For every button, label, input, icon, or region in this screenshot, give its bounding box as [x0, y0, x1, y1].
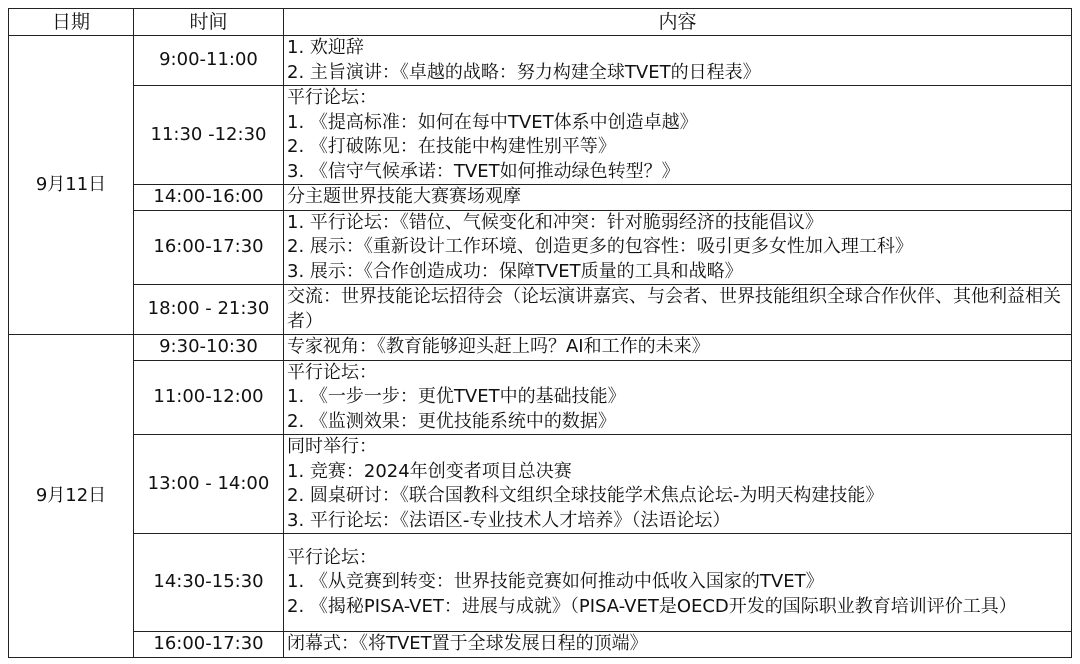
- content-line: 平行论坛：: [287, 87, 377, 108]
- time-cell: 16:00-17:30: [134, 210, 284, 285]
- header-date: 日期: [9, 9, 134, 36]
- content-cell: [284, 632, 1072, 658]
- content-line: 平行论坛：: [287, 546, 377, 568]
- time-cell: 14:30-15:30: [134, 534, 284, 632]
- content-cell: [284, 36, 1072, 86]
- date-cell: 9月12日: [9, 335, 134, 658]
- content-line: 2. 展示：《重新设计工作环境、创造更多的包容性：吸引更多女性加入理工科》: [287, 236, 913, 257]
- content-line: 同时举行：: [287, 436, 377, 457]
- content-line: 3. 《信守气候承诺：TVET如何推动绿色转型？》: [287, 160, 680, 182]
- content-line: 闭幕式：《将TVET置于全球发展日程的顶端》: [287, 633, 648, 654]
- table-row: [9, 632, 1072, 658]
- table-row: [9, 86, 1072, 185]
- content-line: 分主题世界技能大赛赛场观摩: [287, 186, 521, 207]
- content-cell: [284, 285, 1072, 335]
- content-cell: [284, 185, 1072, 211]
- schedule-table: [8, 8, 1072, 658]
- header-row: [9, 9, 1072, 36]
- table-row: [9, 36, 1072, 86]
- content-line: 1. 平行论坛：《错位、气候变化和冲突：针对脆弱经济的技能倡议》: [287, 211, 823, 233]
- content-line: 平行论坛：: [287, 361, 377, 383]
- content-line: 2. 圆桌研讨：《联合国教科文组织全球技能学术焦点论坛-为明天构建技能》: [287, 485, 884, 506]
- header-time: 时间: [134, 9, 284, 36]
- time-cell: 13:00 - 14:00: [134, 435, 284, 534]
- content-line: 1. 竞赛：2024年创变者项目总决赛: [287, 460, 572, 482]
- header-content: 内容: [284, 9, 1072, 36]
- date-cell: 9月11日: [9, 36, 134, 335]
- table-row: [9, 210, 1072, 285]
- time-cell: 14:00-16:00: [134, 185, 284, 211]
- table-row: [9, 534, 1072, 632]
- table-row: [9, 185, 1072, 211]
- content-line: 2. 《揭秘PISA-VET：进展与成就》（PISA-VET是OECD开发的国际职业教育培训评价工具）: [287, 595, 1017, 617]
- time-cell: 9:00-11:00: [134, 36, 284, 86]
- content-line: 1. 《提高标准：如何在每中TVET体系中创造卓越》: [287, 111, 698, 133]
- content-cell: [284, 335, 1072, 361]
- content-cell: [284, 210, 1072, 285]
- time-cell: 11:00-12:00: [134, 360, 284, 435]
- time-cell: 9:30-10:30: [134, 335, 284, 361]
- content-cell: [284, 435, 1072, 534]
- content-line: 2. 主旨演讲：《卓越的战略：努力构建全球TVET的日程表》: [287, 61, 761, 83]
- table-row: [9, 435, 1072, 534]
- content-line: 1. 《一步一步：更优TVET中的基础技能》: [287, 386, 626, 407]
- content-line: 3. 展示：《合作创造成功：保障TVET质量的工具和战略》: [287, 260, 743, 282]
- content-line: 3. 平行论坛：《法语区-专业技术人才培养》（法语论坛）: [287, 509, 731, 531]
- content-line: 2. 《监测效果：更优技能系统中的数据》: [287, 410, 616, 432]
- table-row: [9, 360, 1072, 435]
- content-cell: [284, 360, 1072, 435]
- time-cell: 11:30 -12:30: [134, 86, 284, 185]
- content-line: 1. 《从竞赛到转变：世界技能竞赛如何推动中低收入国家的TVET》: [287, 571, 824, 593]
- time-cell: 18:00 - 21:30: [134, 285, 284, 335]
- content-line: 2. 《打破陈见：在技能中构建性别平等》: [287, 136, 616, 157]
- content-line: 专家视角：《教育能够迎头赶上吗？AI和工作的未来》: [287, 336, 710, 357]
- time-cell: 16:00-17:30: [134, 632, 284, 658]
- content-line: 1. 欢迎辞: [287, 37, 364, 58]
- content-line: 交流：世界技能论坛招待会（论坛演讲嘉宾、与会者、世界技能组织全球合作伙伴、其他利益相关者）: [287, 286, 1061, 332]
- table-row: [9, 285, 1072, 335]
- table-row: [9, 335, 1072, 361]
- content-cell: [284, 86, 1072, 185]
- content-cell: [284, 534, 1072, 632]
